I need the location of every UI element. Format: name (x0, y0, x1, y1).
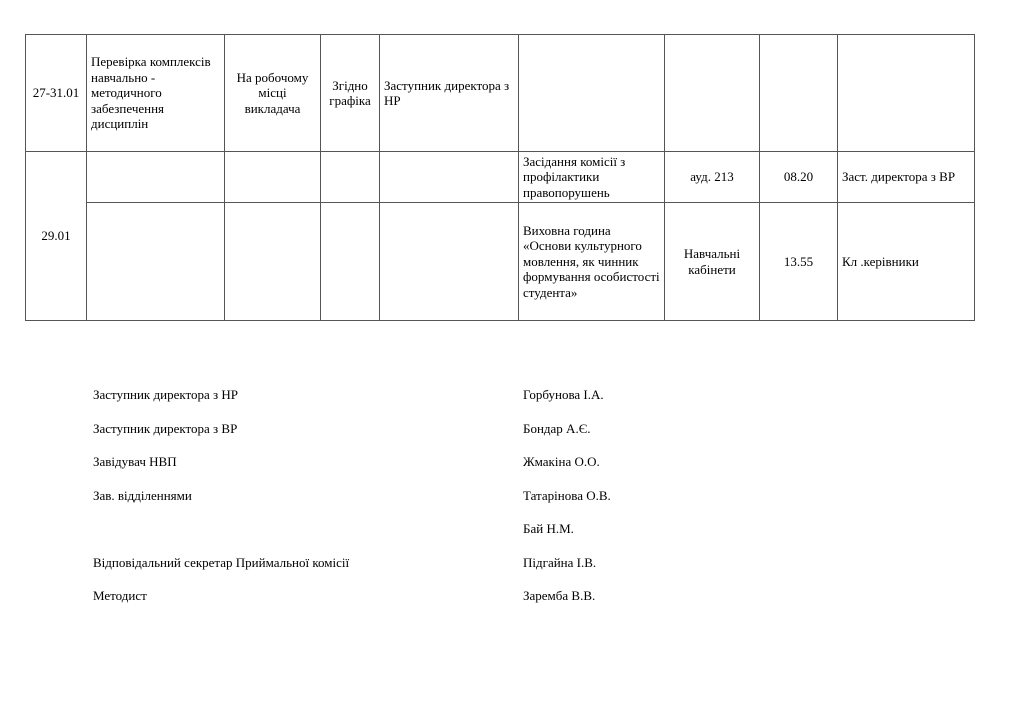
signature-name: Жмакіна О.О. (523, 454, 600, 469)
signature-name: Татарінова О.В. (523, 487, 611, 503)
table-row (26, 203, 975, 321)
responsible-cell: Заст. директора з ВР (838, 152, 975, 203)
signature-role: Завідувач НВП (93, 454, 177, 469)
event-cell: Перевірка комплексів навчально - методичного забезпечення дисциплін (87, 35, 225, 152)
time-cell: Згідно графіка (321, 35, 380, 152)
empty-cell (321, 152, 380, 203)
signature-row (93, 521, 793, 555)
signature-role: Зав. відділеннями (93, 487, 192, 503)
signature-row (93, 555, 793, 589)
signature-name: Горбунова І.А. (523, 387, 604, 402)
responsible-cell: Заступник директора з НР (380, 35, 519, 152)
table-row (26, 152, 975, 203)
signatures-block (93, 387, 793, 622)
empty-cell (380, 203, 519, 321)
empty-cell (321, 203, 380, 321)
responsible-cell: Кл .керівники (838, 203, 975, 321)
signature-role: Заступник директора з ВР (93, 420, 238, 436)
signature-name: Підгайна І.В. (523, 554, 597, 570)
schedule-table (25, 34, 975, 321)
empty-cell (87, 203, 225, 321)
signature-row (93, 588, 793, 622)
empty-cell (838, 35, 975, 152)
empty-cell (519, 35, 665, 152)
date-cell: 29.01 (26, 152, 87, 321)
signature-role: Відповідальний секретар Приймальної комісії (93, 554, 350, 570)
signature-row (93, 488, 793, 522)
signature-name: Бондар А.Є. (523, 420, 591, 436)
signature-role: Заступник директора з НР (93, 387, 239, 402)
date-cell: 27-31.01 (26, 35, 87, 152)
place-cell: ауд. 213 (665, 152, 760, 203)
signature-role: Методист (93, 588, 147, 603)
empty-cell (760, 35, 838, 152)
event-cell: Засідання комісії з профілактики правопорушень (519, 152, 665, 203)
empty-cell (225, 203, 321, 321)
signature-name: Бай Н.М. (523, 521, 574, 536)
place-cell: Навчальні кабінети (665, 203, 760, 321)
table-row (26, 35, 975, 152)
place-cell: На робочому місці викладача (225, 35, 321, 152)
event-cell: Виховна година «Основи культурного мовлення, як чинник формування особистості студента» (519, 203, 665, 321)
signature-row (93, 454, 793, 488)
empty-cell (665, 35, 760, 152)
empty-cell (225, 152, 321, 203)
empty-cell (380, 152, 519, 203)
time-cell: 13.55 (760, 203, 838, 321)
empty-cell (87, 152, 225, 203)
signature-row (93, 387, 793, 421)
signature-name: Заремба В.В. (523, 588, 596, 603)
time-cell: 08.20 (760, 152, 838, 203)
signature-row (93, 421, 793, 455)
